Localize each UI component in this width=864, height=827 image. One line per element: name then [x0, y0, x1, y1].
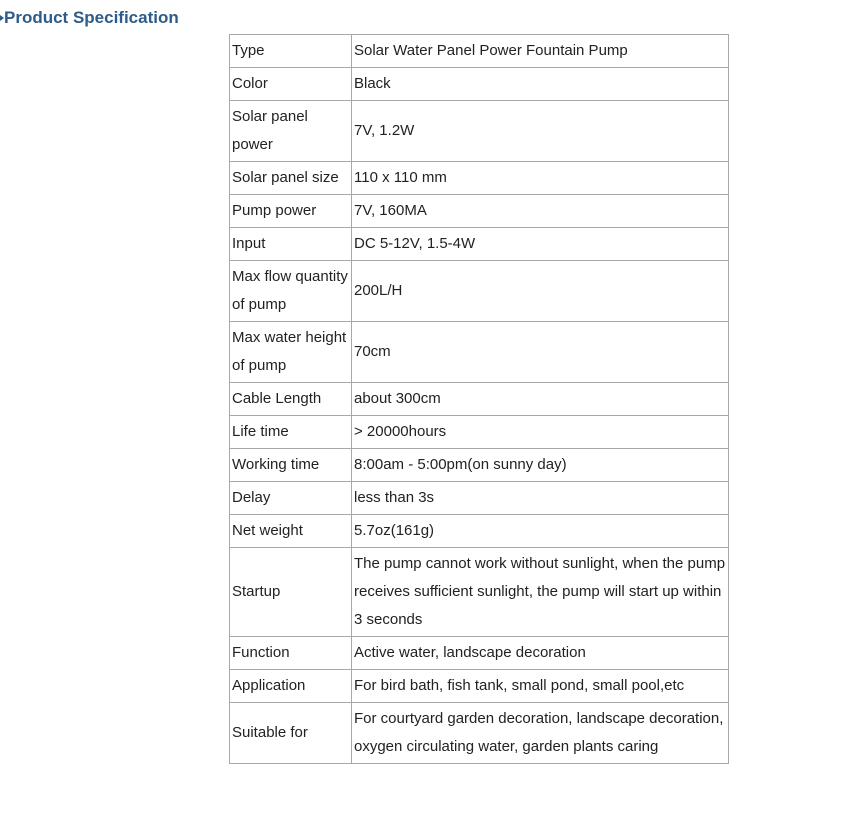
row-label: Suitable for	[230, 703, 352, 764]
row-value: > 20000hours	[352, 416, 729, 449]
row-value: 7V, 1.2W	[352, 101, 729, 162]
table-row	[230, 548, 729, 637]
row-label: Working time	[230, 449, 352, 482]
table-row	[230, 383, 729, 416]
row-value: 200L/H	[352, 261, 729, 322]
row-value: 110 x 110 mm	[352, 162, 729, 195]
section-heading	[0, 8, 179, 28]
row-label: Max water height of pump	[230, 322, 352, 383]
table-row	[230, 228, 729, 261]
row-label: Solar panel size	[230, 162, 352, 195]
row-label: Application	[230, 670, 352, 703]
row-label: Solar panel power	[230, 101, 352, 162]
row-label: Max flow quantity of pump	[230, 261, 352, 322]
table-row	[230, 101, 729, 162]
row-value: less than 3s	[352, 482, 729, 515]
table-row	[230, 449, 729, 482]
spec-table	[229, 34, 729, 764]
row-label: Input	[230, 228, 352, 261]
row-value: For bird bath, fish tank, small pond, small pool,etc	[352, 670, 729, 703]
row-label: Type	[230, 35, 352, 68]
table-row	[230, 68, 729, 101]
section-title: Product Specification	[4, 8, 179, 27]
row-value: 7V, 160MA	[352, 195, 729, 228]
row-value: 5.7oz(161g)	[352, 515, 729, 548]
table-row	[230, 703, 729, 764]
row-label: Function	[230, 637, 352, 670]
row-label: Net weight	[230, 515, 352, 548]
row-label: Life time	[230, 416, 352, 449]
row-value: For courtyard garden decoration, landscape decoration, oxygen circulating water, garden plants caring	[352, 703, 729, 764]
row-value: 70cm	[352, 322, 729, 383]
table-row	[230, 162, 729, 195]
row-label: Cable Length	[230, 383, 352, 416]
row-value: Active water, landscape decoration	[352, 637, 729, 670]
row-value: The pump cannot work without sunlight, when the pump receives sufficient sunlight, the pump will start up within 3 seconds	[352, 548, 729, 637]
row-value: Solar Water Panel Power Fountain Pump	[352, 35, 729, 68]
table-row	[230, 670, 729, 703]
table-row	[230, 261, 729, 322]
row-label: Color	[230, 68, 352, 101]
table-row	[230, 35, 729, 68]
row-value: 8:00am - 5:00pm(on sunny day)	[352, 449, 729, 482]
row-value: Black	[352, 68, 729, 101]
row-value: DC 5-12V, 1.5-4W	[352, 228, 729, 261]
table-row	[230, 322, 729, 383]
row-value: about 300cm	[352, 383, 729, 416]
table-row	[230, 482, 729, 515]
row-label: Delay	[230, 482, 352, 515]
table-row	[230, 195, 729, 228]
table-row	[230, 416, 729, 449]
table-row	[230, 637, 729, 670]
table-row	[230, 515, 729, 548]
row-label: Pump power	[230, 195, 352, 228]
row-label: Startup	[230, 548, 352, 637]
